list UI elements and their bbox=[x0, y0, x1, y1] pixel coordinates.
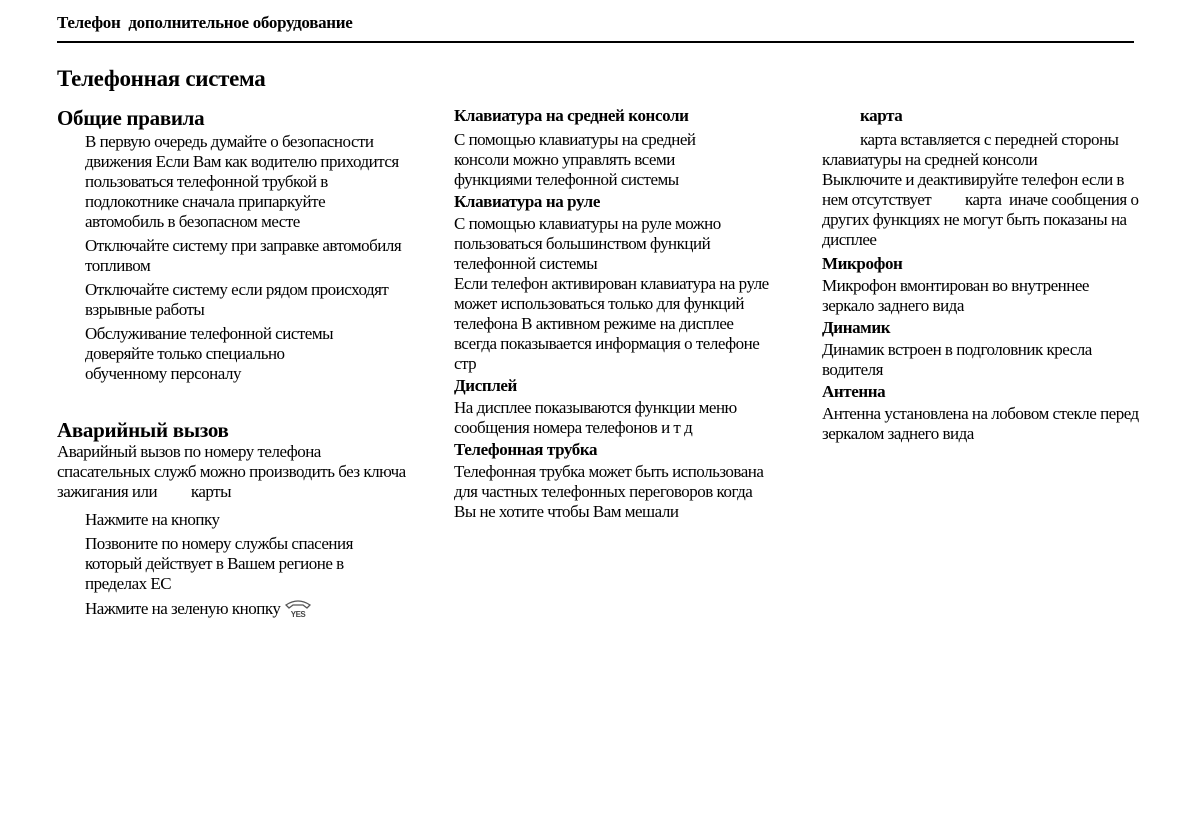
antenna-heading: Антенна bbox=[822, 382, 886, 401]
wheel-keypad-heading: Клавиатура на руле bbox=[454, 192, 600, 211]
general-rule-1: В первую очередь думайте о безопасности движения Если Вам как водителю приходится пользоваться телефонной трубкой в подлокотнике сначала припаркуйте автомобиль в безопасном месте bbox=[85, 132, 399, 231]
emergency-heading: Аварийный вызов bbox=[57, 418, 229, 442]
deactivate-text: Выключите и деактивируйте телефон если в нем отсутствует карта иначе сообщения о других функциях не могут быть показаны на дисплее bbox=[822, 170, 1143, 249]
microphone-heading: Микрофон bbox=[822, 254, 903, 273]
card-text-body: карта вставляется с передней стороны клавиатуры на средней консоли bbox=[822, 130, 1119, 169]
microphone-text: Микрофон вмонтирован во внутреннее зеркало заднего вида bbox=[822, 276, 1089, 315]
emergency-step-3-text: Нажмите на зеленую кнопку bbox=[85, 599, 281, 618]
column-left bbox=[57, 104, 410, 623]
card-heading: карта bbox=[860, 106, 903, 125]
phone-yes-icon bbox=[284, 598, 312, 623]
page-title: Телефонная система bbox=[57, 66, 266, 91]
wheel-keypad-active-text: Если телефон активирован клавиатура на руле может использоваться только для функций телефона В активном режиме на дисплее всегда показывается информация о телефоне стр bbox=[454, 274, 769, 373]
display-heading: Дисплей bbox=[454, 376, 517, 395]
console-keypad-text: С помощью клавиатуры на средней консоли можно управлять всеми функциями телефонной системы bbox=[454, 130, 696, 189]
emergency-step-1: Нажмите на кнопку bbox=[85, 510, 220, 529]
antenna-text: Антенна установлена на лобовом стекле перед зеркалом заднего вида bbox=[822, 404, 1139, 443]
handset-text: Телефонная трубка может быть использована для частных телефонных переговоров когда Вы не хотите чтобы Вам мешали bbox=[454, 462, 764, 521]
speaker-heading: Динамик bbox=[822, 318, 891, 337]
general-rules-heading: Общие правила bbox=[57, 106, 205, 130]
card-text bbox=[822, 130, 1142, 170]
header-rule bbox=[57, 41, 1134, 43]
general-rule-4: Обслуживание телефонной системы доверяйте только специально обученному персоналу bbox=[85, 324, 334, 383]
display-text: На дисплее показываются функции меню сообщения номера телефонов и т д bbox=[454, 398, 737, 437]
phone-yes-label: YES bbox=[291, 610, 306, 618]
console-keypad-heading: Клавиатура на средней консоли bbox=[454, 106, 689, 125]
emergency-step-2: Позвоните по номеру службы спасения который действует в Вашем регионе в пределах ЕС bbox=[85, 534, 353, 593]
speaker-text: Динамик встроен в подголовник кресла водителя bbox=[822, 340, 1092, 379]
general-rule-3: Отключайте систему если рядом происходят взрывные работы bbox=[85, 280, 389, 319]
general-rule-2: Отключайте систему при заправке автомобиля топливом bbox=[85, 236, 402, 275]
emergency-step-3 bbox=[57, 598, 407, 623]
handset-heading: Телефонная трубка bbox=[454, 440, 598, 459]
emergency-text: Аварийный вызов по номеру телефона спасательных служб можно производить без ключа зажигания или карты bbox=[57, 442, 410, 501]
running-header: Телефон дополнительное оборудование bbox=[57, 13, 353, 32]
wheel-keypad-text: С помощью клавиатуры на руле можно пользоваться большинством функций телефонной системы bbox=[454, 214, 721, 273]
column-right bbox=[822, 104, 1142, 444]
column-middle bbox=[454, 104, 774, 522]
